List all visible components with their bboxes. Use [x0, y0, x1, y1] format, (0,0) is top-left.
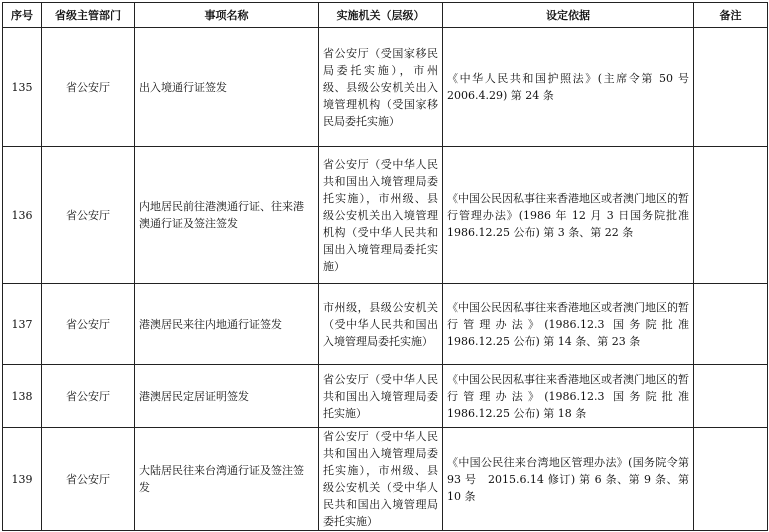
table-row	[3, 147, 768, 284]
row-no: 137	[3, 284, 42, 365]
row-basis: 《中国公民因私事往来香港地区或者澳门地区的暂行管理办法》(1986 年 12 月 3 日国务院批准 1986.12.25 公布) 第 3 条、第 22 条	[443, 147, 694, 284]
header-agency: 实施机关（层级）	[319, 3, 443, 28]
row-basis: 《中国公民因私事往来香港地区或者澳门地区的暂行管理办法》(1986.12.3 国务院批准 1986.12.25 公布) 第 14 条、第 23 条	[443, 284, 694, 365]
header-no: 序号	[3, 3, 42, 28]
row-dept: 省公安厅	[42, 284, 135, 365]
row-dept: 省公安厅	[42, 147, 135, 284]
row-item: 出入境通行证签发	[135, 28, 319, 147]
row-no: 135	[3, 28, 42, 147]
row-item: 港澳居民来往内地通行证签发	[135, 284, 319, 365]
header-basis: 设定依据	[443, 3, 694, 28]
row-dept: 省公安厅	[42, 28, 135, 147]
row-dept: 省公安厅	[42, 365, 135, 428]
row-no: 136	[3, 147, 42, 284]
row-agency: 省公安厅（受中华人民共和国出入境管理局委托实施）	[319, 365, 443, 428]
row-basis: 《中国公民因私事往来香港地区或者澳门地区的暂行管理办法》(1986.12.3 国务院批准 1986.12.25 公布) 第 18 条	[443, 365, 694, 428]
row-note	[694, 28, 768, 147]
row-agency: 省公安厅（受中华人民共和国出入境管理局委托实施），市州级、县级公安机关出入境管理机构（受中华人民共和国出入境管理局委托实施）	[319, 147, 443, 284]
row-item: 大陆居民往来台湾通行证及签注签发	[135, 428, 319, 531]
row-agency: 省公安厅（受国家移民局委托实施），市州级、县级公安机关出入境管理机构（受国家移民局委托实施）	[319, 28, 443, 147]
row-agency: 市州级，县级公安机关（受中华人民共和国出入境管理局委托实施）	[319, 284, 443, 365]
row-agency: 省公安厅（受中华人民共和国出入境管理局委托实施），市州级、县级公安机关（受中华人民共和国出入境管理局委托实施）	[319, 428, 443, 531]
header-item: 事项名称	[135, 3, 319, 28]
row-note	[694, 284, 768, 365]
header-note: 备注	[694, 3, 768, 28]
row-item: 内地居民前往港澳通行证、往来港澳通行证及签注签发	[135, 147, 319, 284]
table-row	[3, 284, 768, 365]
table-row	[3, 28, 768, 147]
row-note	[694, 428, 768, 531]
row-basis: 《中华人民共和国护照法》(主席令第 50 号 2006.4.29) 第 24 条	[443, 28, 694, 147]
items-table	[2, 2, 768, 531]
row-basis: 《中国公民往来台湾地区管理办法》(国务院令第 93 号 2015.6.14 修订) 第 6 条、第 9 条、第 10 条	[443, 428, 694, 531]
table-row	[3, 365, 768, 428]
row-note	[694, 365, 768, 428]
header-row	[3, 3, 768, 28]
row-dept: 省公安厅	[42, 428, 135, 531]
row-no: 139	[3, 428, 42, 531]
row-note	[694, 147, 768, 284]
row-item: 港澳居民定居证明签发	[135, 365, 319, 428]
table-row	[3, 428, 768, 531]
header-dept: 省级主管部门	[42, 3, 135, 28]
row-no: 138	[3, 365, 42, 428]
